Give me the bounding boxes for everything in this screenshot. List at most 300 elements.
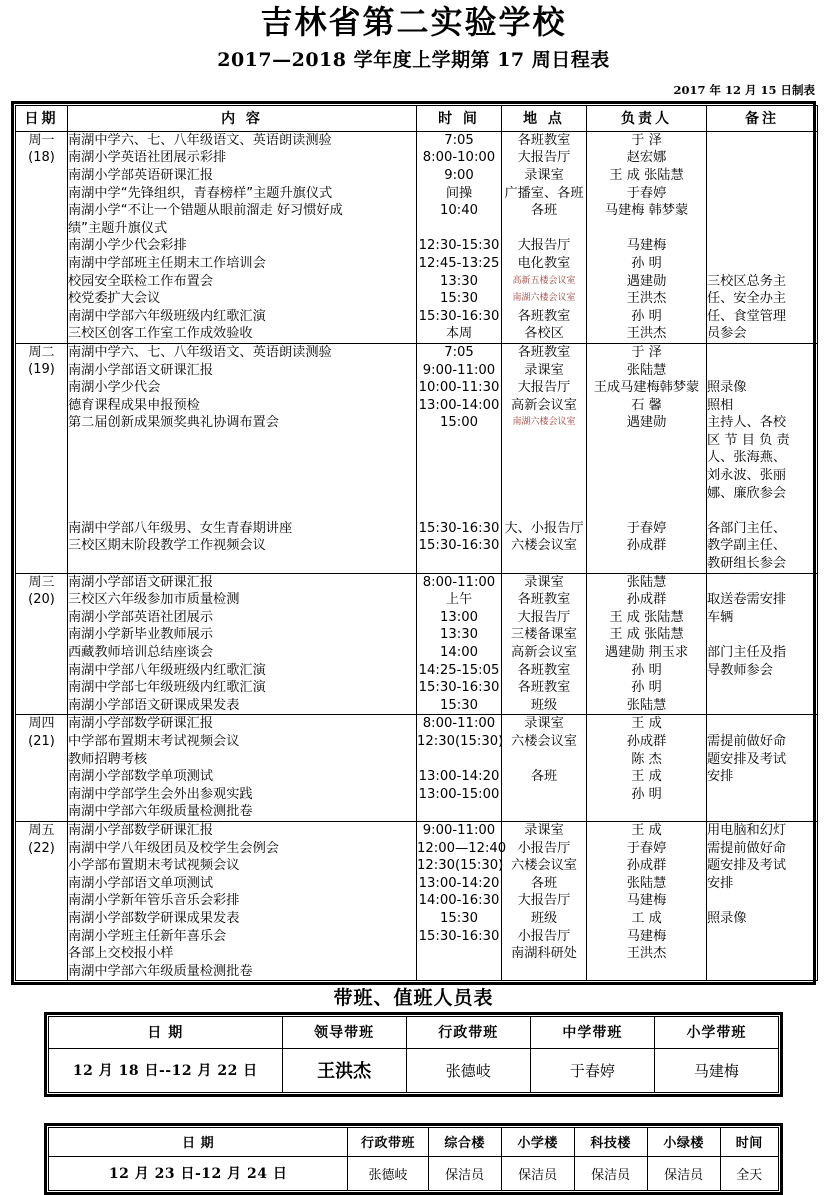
place-line: 各班 <box>530 769 558 785</box>
time-line: 14:00 <box>439 645 478 661</box>
place-line: 录课室 <box>524 574 564 590</box>
place-line: 六楼会议室 <box>511 858 577 874</box>
note-line <box>707 574 817 592</box>
time-line: 12:45-13:25 <box>418 255 500 271</box>
time-lines <box>417 574 501 715</box>
content-line: 南湖中学八年级团员及校学生会例会 <box>68 840 279 856</box>
person-line: 孙 明 <box>631 680 662 696</box>
place-line: 电化教室 <box>517 255 571 271</box>
cleaning-cell-admin: 张德岐 <box>348 1157 428 1191</box>
note-line: 任、安全办主 <box>707 291 787 307</box>
place-line: 小报告厅 <box>517 928 571 944</box>
place-line: 各校区 <box>524 326 564 342</box>
place-line: 各班教室 <box>517 344 571 360</box>
day-person-cell <box>587 821 707 980</box>
cleaning-col-green: 小绿楼 <box>647 1128 720 1157</box>
place-line: 录课室 <box>524 167 564 183</box>
day-label-cell <box>16 343 68 573</box>
time-line: 15:30-16:30 <box>418 680 500 696</box>
time-line: 13:00-14:00 <box>418 397 500 413</box>
day-label-cell <box>16 821 68 980</box>
note-line: 员参会 <box>707 326 747 342</box>
time-line: 12:30-15:30 <box>418 238 500 254</box>
person-line: 马建梅 <box>626 238 667 254</box>
place-line: 班级 <box>530 697 558 713</box>
person-line: 王 成 <box>631 769 662 785</box>
cleaning-table-row <box>49 1157 779 1191</box>
note-lines-box <box>707 715 817 821</box>
note-line: 车辆 <box>707 609 734 625</box>
day-date: (18) <box>28 150 55 166</box>
place-line: 大报告厅 <box>517 238 571 254</box>
day-content-cell <box>68 343 417 573</box>
duty-col-date: 日 期 <box>49 1017 283 1049</box>
person-line: 孙成群 <box>626 733 667 749</box>
duty-table-row <box>49 1049 779 1093</box>
content-line: 南湖中学部八年级男、女生青春期讲座 <box>68 520 293 536</box>
day-name: 周三 <box>28 574 55 590</box>
time-line: 8:00-11:00 <box>422 716 496 732</box>
place-line: 广播室、各班 <box>504 185 584 201</box>
person-line: 于春婷 <box>626 840 667 856</box>
person-line: 于春婷 <box>626 185 667 201</box>
time-line <box>417 485 501 503</box>
content-line: 南湖中学六、七、八年级语文、英语朗读测验 <box>68 132 332 148</box>
day-note-cell <box>707 821 818 980</box>
person-line: 马建梅 韩梦蒙 <box>604 203 689 219</box>
duty-cell-middle: 于春婷 <box>530 1049 654 1093</box>
day-time-cell <box>417 343 502 573</box>
person-lines <box>587 715 706 821</box>
note-line <box>707 715 817 733</box>
note-line: 部门主任及指 <box>707 645 787 661</box>
place-line: 大、小报告厅 <box>504 520 584 536</box>
content-line: 南湖小学部数学单项测试 <box>68 769 214 785</box>
place-line: 高新会议室 <box>511 645 577 661</box>
duty-section-heading <box>0 987 827 1009</box>
content-line: 三校区期末阶段教学工作视频会议 <box>68 538 266 554</box>
cleaning-cell-tech: 保洁员 <box>574 1157 647 1191</box>
note-line <box>707 697 817 715</box>
time-line: 15:30-16:30 <box>418 520 500 536</box>
place-lines <box>502 132 586 343</box>
time-line <box>417 963 501 981</box>
content-line: 南湖小学新毕业教师展示 <box>68 627 214 643</box>
time-line: 15:30 <box>439 291 478 307</box>
person-lines <box>587 344 706 555</box>
schedule-day-row <box>16 131 818 343</box>
content-line: 南湖中学部六年级质量检测批卷 <box>68 804 253 820</box>
content-line: 三校区六年级参加市质量检测 <box>68 592 240 608</box>
time-line: 15:30-16:30 <box>418 538 500 554</box>
note-lines-box <box>707 132 817 343</box>
duty-header-row <box>49 1017 779 1049</box>
person-line: 于 泽 <box>631 344 662 360</box>
cleaning-cell-date: 12 月 23 日-12 月 24 日 <box>49 1157 348 1191</box>
content-lines <box>68 132 416 343</box>
note-line: 三校区总务主 <box>707 273 787 289</box>
note-line: 需提前做好命 <box>707 733 787 749</box>
duty-cell-admin: 张德岐 <box>406 1049 530 1093</box>
schedule-day-row <box>16 573 818 715</box>
content-line: 中学部布置期末考试视频会议 <box>68 733 240 749</box>
person-lines <box>587 574 706 715</box>
note-line: 各部门主任、 <box>707 520 787 536</box>
person-line <box>587 963 706 981</box>
time-line: 13:30 <box>439 273 478 289</box>
content-line: 各部上交校报小样 <box>68 946 174 962</box>
content-line: 南湖小学部语文研课汇报 <box>68 362 214 378</box>
day-date: (21) <box>28 733 55 749</box>
place-line: 录课室 <box>524 822 564 838</box>
place-lines <box>502 822 586 980</box>
day-time-cell <box>417 573 502 715</box>
person-line: 张陆慧 <box>626 875 667 891</box>
place-line: 各班教室 <box>517 132 571 148</box>
place-line: 班级 <box>530 910 558 926</box>
content-line: 南湖小学新年管乐音乐会彩排 <box>68 893 240 909</box>
person-line <box>587 432 706 450</box>
content-line: 三校区创客工作室工作成效验收 <box>68 326 253 342</box>
content-line: 南湖小学部语文研课汇报 <box>68 574 214 590</box>
time-line: 9:00-11:00 <box>422 822 496 838</box>
person-line: 孙 明 <box>631 308 662 324</box>
content-line: 南湖中学“先锋组织，青春榜样”主题升旗仪式 <box>68 185 333 201</box>
person-line: 王 成 张陆慧 <box>609 609 684 625</box>
person-line: 孙成群 <box>626 592 667 608</box>
place-lines <box>502 715 586 821</box>
note-line: 照录像 <box>707 910 747 926</box>
note-line: 刘永波、张丽 <box>707 468 787 484</box>
day-content-cell <box>68 715 417 822</box>
person-line <box>587 803 706 821</box>
place-line <box>502 467 586 485</box>
time-line: 8:00-10:00 <box>422 150 496 166</box>
time-line <box>417 220 501 238</box>
day-name: 周一 <box>28 132 55 148</box>
content-line: 绩”主题升旗仪式 <box>68 220 168 236</box>
time-line <box>417 502 501 520</box>
cleaning-col-time: 时间 <box>720 1128 778 1157</box>
time-line: 15:30 <box>439 910 478 926</box>
time-line: 15:30-16:30 <box>418 928 500 944</box>
day-place-cell <box>502 821 587 980</box>
day-label-cell <box>16 715 68 822</box>
content-line <box>68 432 416 450</box>
person-line: 陈 杰 <box>631 751 662 767</box>
day-content-cell <box>68 573 417 715</box>
person-line <box>587 502 706 520</box>
person-line: 马建梅 <box>626 893 667 909</box>
time-line: 10:40 <box>439 203 478 219</box>
time-lines <box>417 715 504 821</box>
note-line <box>707 362 817 380</box>
note-line <box>707 679 817 697</box>
day-content-cell <box>68 821 417 980</box>
note-line: 主持人、各校 <box>707 415 787 431</box>
time-line: 13:00-15:00 <box>418 786 500 802</box>
cleaning-col-complex: 综合楼 <box>428 1128 501 1157</box>
cleaning-header-row <box>49 1128 779 1157</box>
place-line: 大报告厅 <box>517 150 571 166</box>
time-line: 9:00-11:00 <box>422 362 496 378</box>
content-line <box>68 449 416 467</box>
schedule-day-row <box>16 715 818 822</box>
place-line: 各班 <box>530 875 558 891</box>
duty-cell-leader: 王洪杰 <box>282 1049 406 1093</box>
place-line: 各班教室 <box>517 592 571 608</box>
note-line <box>707 963 817 981</box>
time-line: 8:00-11:00 <box>422 574 496 590</box>
col-header-place: 地 点 <box>502 105 587 131</box>
person-line: 于 泽 <box>631 132 662 148</box>
content-line: 西藏教师培训总结座谈会 <box>68 645 214 661</box>
place-lines <box>502 344 586 555</box>
note-line: 题安排及考试 <box>707 858 787 874</box>
col-header-content: 内 容 <box>68 105 417 131</box>
content-lines <box>68 574 416 715</box>
place-line: 六楼会议室 <box>511 538 577 554</box>
day-note-cell <box>707 343 818 573</box>
col-header-note: 备注 <box>707 105 818 131</box>
time-line: 13:30 <box>439 627 478 643</box>
content-line: 南湖中学部六年级班级内红歌汇演 <box>68 308 266 324</box>
note-line <box>707 945 817 963</box>
note-line <box>707 185 817 203</box>
note-line <box>707 892 817 910</box>
note-line <box>707 344 817 362</box>
schedule-day-row <box>16 343 818 573</box>
cleaning-table-wrapper <box>44 1123 783 1195</box>
person-line: 王 成 张陆慧 <box>609 627 684 643</box>
time-lines <box>417 822 507 980</box>
schedule-header-row <box>16 105 818 131</box>
day-note-cell <box>707 715 818 822</box>
time-line: 13:00-14:20 <box>418 875 500 891</box>
person-line: 工 成 <box>631 910 662 926</box>
time-line: 10:00-11:30 <box>418 380 500 396</box>
content-line: 校党委扩大会议 <box>68 291 161 307</box>
place-line: 录课室 <box>524 716 564 732</box>
day-person-cell <box>587 343 707 573</box>
note-line: 人、张海燕、 <box>707 450 787 466</box>
cleaning-col-tech: 科技楼 <box>574 1128 647 1157</box>
note-line <box>707 167 817 185</box>
page-subtitle: 2017—2018 学年度上学期第 17 周日程表 <box>217 48 610 71</box>
place-line: 高新会议室 <box>511 397 577 413</box>
person-line: 王 成 <box>631 822 662 838</box>
note-line: 教研组长参会 <box>707 556 787 572</box>
duty-heading-text: 带班、值班人员表 <box>333 987 494 1010</box>
time-line <box>417 432 501 450</box>
time-line: 15:00 <box>439 415 478 431</box>
person-line: 孙 明 <box>631 786 662 802</box>
content-line: 南湖小学少代会 <box>68 380 161 396</box>
time-line: 本周 <box>445 326 473 342</box>
person-lines <box>587 822 706 980</box>
place-line: 高新五楼会议室 <box>512 275 576 286</box>
place-line: 六楼会议室 <box>511 733 577 749</box>
page-title: 吉林省第二实验学校 <box>260 3 567 41</box>
person-line <box>587 220 706 238</box>
content-line: 南湖小学部数学研课成果发表 <box>68 910 240 926</box>
day-place-cell <box>502 131 587 343</box>
time-line <box>417 945 501 963</box>
content-line: 南湖小学班主任新年喜乐会 <box>68 928 227 944</box>
time-line: 15:30-16:30 <box>418 308 500 324</box>
place-line: 南湖六楼会议室 <box>512 293 576 304</box>
cleaning-col-primary: 小学楼 <box>501 1128 574 1157</box>
person-line <box>587 485 706 503</box>
duty-table <box>48 1016 779 1093</box>
day-place-cell <box>502 715 587 822</box>
place-line <box>502 786 586 804</box>
day-name: 周四 <box>28 716 55 732</box>
content-line <box>68 467 416 485</box>
content-line: 南湖中学部六年级质量检测批卷 <box>68 963 253 979</box>
cleaning-cell-complex: 保洁员 <box>428 1157 501 1191</box>
person-line: 张陆慧 <box>626 362 667 378</box>
day-date: (19) <box>28 362 55 378</box>
note-line <box>707 928 817 946</box>
place-line: 小报告厅 <box>517 840 571 856</box>
person-line: 王洪杰 <box>626 291 667 307</box>
cleaning-cell-green: 保洁员 <box>647 1157 720 1191</box>
place-line: 大报告厅 <box>517 609 571 625</box>
note-line <box>707 502 817 520</box>
place-line <box>502 449 586 467</box>
content-line: 南湖小学少代会彩排 <box>68 238 187 254</box>
note-line: 任、食堂管理 <box>707 308 787 324</box>
place-lines <box>502 574 586 715</box>
note-line: 照相 <box>707 397 734 413</box>
note-line <box>707 255 817 273</box>
place-line <box>502 751 586 769</box>
note-line: 娜、廉欣参会 <box>707 485 787 501</box>
place-line: 三楼备课室 <box>511 627 577 643</box>
day-place-cell <box>502 573 587 715</box>
person-line: 张陆慧 <box>626 574 667 590</box>
content-line: 南湖小学部语文研课成果发表 <box>68 697 240 713</box>
content-line: 校园安全联检工作布置会 <box>68 273 214 289</box>
time-line: 12:00—12:40 <box>417 840 507 856</box>
time-line: 7:05 <box>444 344 474 360</box>
schedule-day-row <box>16 821 818 980</box>
duty-col-leader: 领导带班 <box>282 1017 406 1049</box>
person-line: 王 成 张陆慧 <box>609 167 684 183</box>
note-line: 用电脑和幻灯 <box>707 822 787 838</box>
person-line: 孙 明 <box>631 662 662 678</box>
content-line: 南湖中学部班主任期末工作培训会 <box>68 255 266 271</box>
content-lines <box>68 344 416 555</box>
made-date: 2017 年 12 月 15 日制表 <box>673 82 815 97</box>
time-line: 13:00-14:20 <box>418 769 500 785</box>
day-time-cell <box>417 821 507 980</box>
col-header-date: 日期 <box>16 105 68 131</box>
person-line <box>587 449 706 467</box>
schedule-table-wrapper <box>11 101 816 986</box>
content-line: 教师招聘考核 <box>68 751 148 767</box>
person-line: 孙成群 <box>626 538 667 554</box>
time-line: 14:00-16:30 <box>418 893 500 909</box>
time-line: 9:00 <box>444 167 474 183</box>
content-line: 南湖中学部学生会外出参观实践 <box>68 786 253 802</box>
place-line: 各班 <box>530 203 558 219</box>
cleaning-col-admin: 行政带班 <box>348 1128 428 1157</box>
duty-cell-primary: 马建梅 <box>654 1049 778 1093</box>
note-line: 区 节 目 负 责 <box>707 432 790 448</box>
note-line: 需提前做好命 <box>707 840 787 856</box>
note-line <box>707 786 817 804</box>
note-line <box>707 149 817 167</box>
time-line: 12:30(15:30) <box>417 858 504 874</box>
content-line: 南湖小学英语社团展示彩排 <box>68 150 227 166</box>
place-line <box>502 485 586 503</box>
day-label-cell <box>16 131 68 343</box>
person-line <box>587 467 706 485</box>
note-line <box>707 626 817 644</box>
note-line: 导教师参会 <box>707 662 773 678</box>
day-place-cell <box>502 343 587 573</box>
time-line: 7:05 <box>444 132 474 148</box>
cleaning-cell-primary: 保洁员 <box>501 1157 574 1191</box>
day-date: (22) <box>28 840 55 856</box>
content-line <box>68 502 416 520</box>
time-line: 上午 <box>445 592 473 608</box>
time-line <box>417 449 501 467</box>
place-line: 录课室 <box>524 362 564 378</box>
time-line: 15:30 <box>439 697 478 713</box>
day-content-cell <box>68 131 417 343</box>
content-lines <box>68 715 416 821</box>
content-line: 南湖中学六、七、八年级语文、英语朗读测验 <box>68 344 332 360</box>
content-line: 第二届创新成果颁奖典礼协调布置会 <box>68 415 279 431</box>
duty-cell-date: 12 月 18 日--12 月 22 日 <box>49 1049 283 1093</box>
time-line <box>417 467 501 485</box>
person-line: 马建梅 <box>626 928 667 944</box>
col-header-person: 负责人 <box>587 105 707 131</box>
cleaning-col-date: 日 期 <box>49 1128 348 1157</box>
day-name: 周五 <box>28 822 55 838</box>
duty-col-middle: 中学带班 <box>530 1017 654 1049</box>
content-line: 南湖小学部语文单项测试 <box>68 875 214 891</box>
place-line <box>502 963 586 981</box>
place-line <box>502 803 586 821</box>
content-line: 南湖小学部数学研课汇报 <box>68 716 214 732</box>
cleaning-table <box>48 1127 779 1191</box>
person-line: 张陆慧 <box>626 697 667 713</box>
content-line: 南湖小学部数学研课汇报 <box>68 822 214 838</box>
day-person-cell <box>587 573 707 715</box>
note-line: 题安排及考试 <box>707 751 787 767</box>
note-lines-box <box>707 344 817 573</box>
person-line: 赵宏娜 <box>626 150 667 166</box>
content-line: 南湖小学“不让一个错题从眼前溜走 好习惯好成 <box>68 203 343 219</box>
day-time-cell <box>417 131 502 343</box>
time-lines <box>417 132 501 343</box>
schedule-body <box>16 131 818 981</box>
content-line: 德育课程成果申报预检 <box>68 397 200 413</box>
time-line: 间操 <box>445 185 473 201</box>
place-line: 各班教室 <box>517 662 571 678</box>
time-line: 13:00 <box>439 609 478 625</box>
content-line: 南湖小学部英语社团展示 <box>68 609 214 625</box>
content-line <box>68 485 416 503</box>
person-line: 石 馨 <box>631 397 662 413</box>
person-line: 王成马建梅韩梦蒙 <box>593 380 700 396</box>
note-line: 安排 <box>707 875 734 891</box>
time-line <box>417 751 501 769</box>
